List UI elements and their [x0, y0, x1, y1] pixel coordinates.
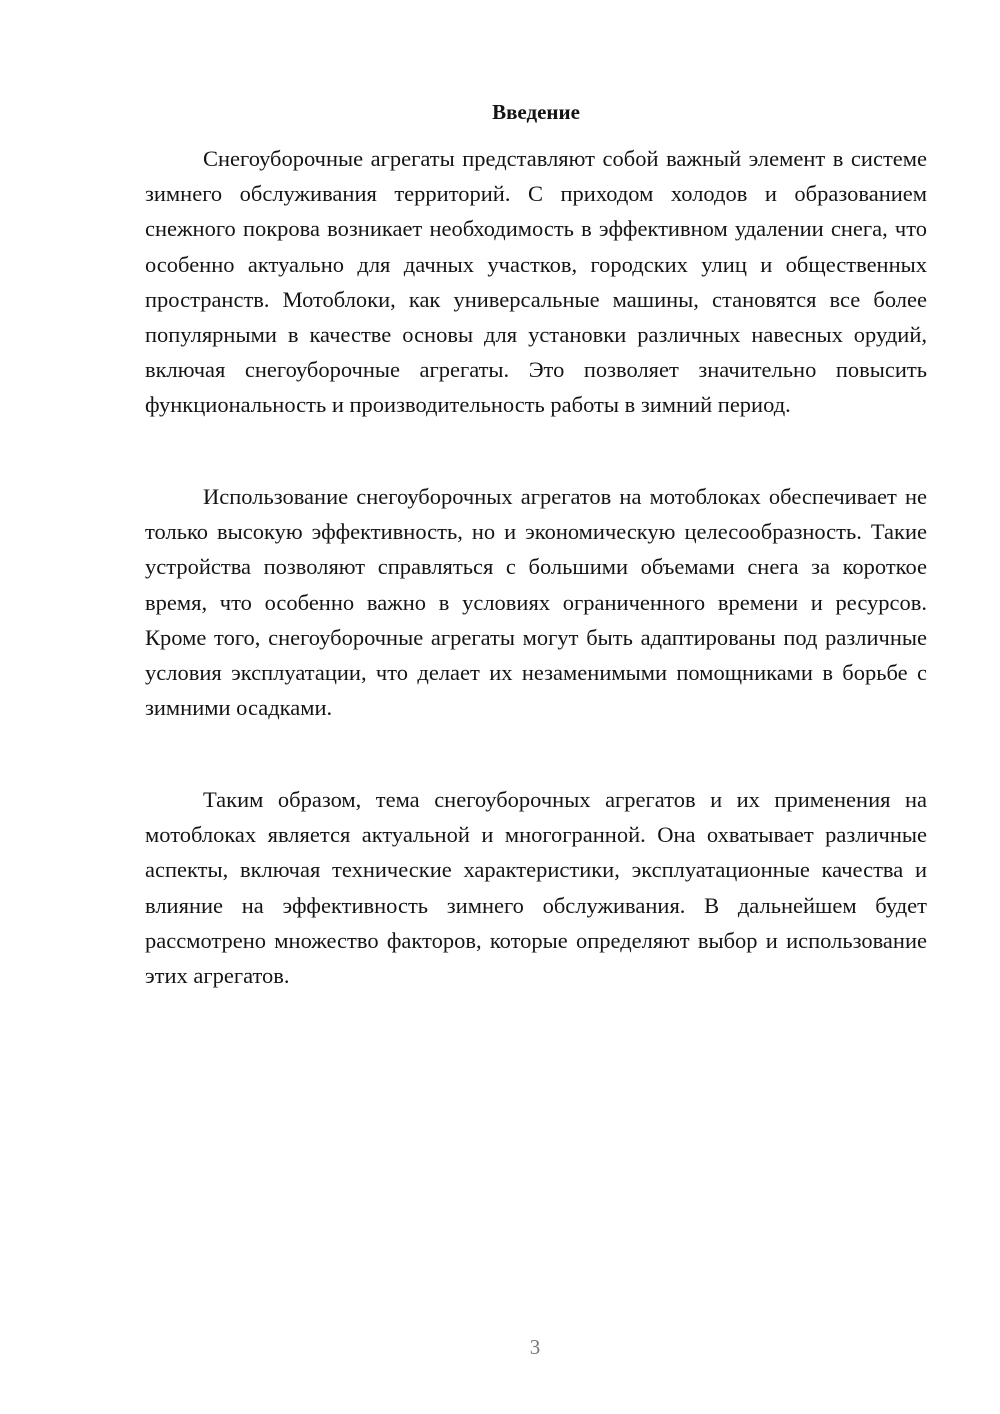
paragraph-usage: Использование снегоуборочных агрегатов на мотоблоках обеспечивает не только высокую эффективность, но и экономическую целесообразность. Такие устройства позволяют справляться с большими объемами снега за короткое время, что особенно важно в условиях ограниченного времени и ресурсов. Кроме того, снегоуборочные агрегаты могут быть адаптированы под различные условия эксплуатации, что делает их незаменимыми помощниками в борьбе с зимними осадками.: [145, 484, 927, 721]
paragraph-intro: Снегоуборочные агрегаты представляют собой важный элемент в системе зимнего обслуживания территорий. С приходом холодов и образованием снежного покрова возникает необходимость в эффективном удалении снега, что особенно актуально для дачных участков, городских улиц и общественных пространств. Мотоблоки, как универсальные машины, становятся все более популярными в качестве основы для установки различных навесных орудий, включая снегоуборочные агрегаты. Это позволяет значительно повысить функциональность и производительность работы в зимний период.: [145, 146, 927, 418]
section-heading: Введение: [492, 100, 580, 124]
paragraph-conclusion: Таким образом, тема снегоуборочных агрегатов и их применения на мотоблоках является актуальной и многогранной. Она охватывает различные аспекты, включая технические характеристики, эксплуатационные качества и влияние на эффективность зимнего обслуживания. В дальнейшем будет рассмотрено множество факторов, которые определяют выбор и использование этих агрегатов.: [145, 787, 927, 989]
page-number: 3: [529, 1335, 541, 1359]
